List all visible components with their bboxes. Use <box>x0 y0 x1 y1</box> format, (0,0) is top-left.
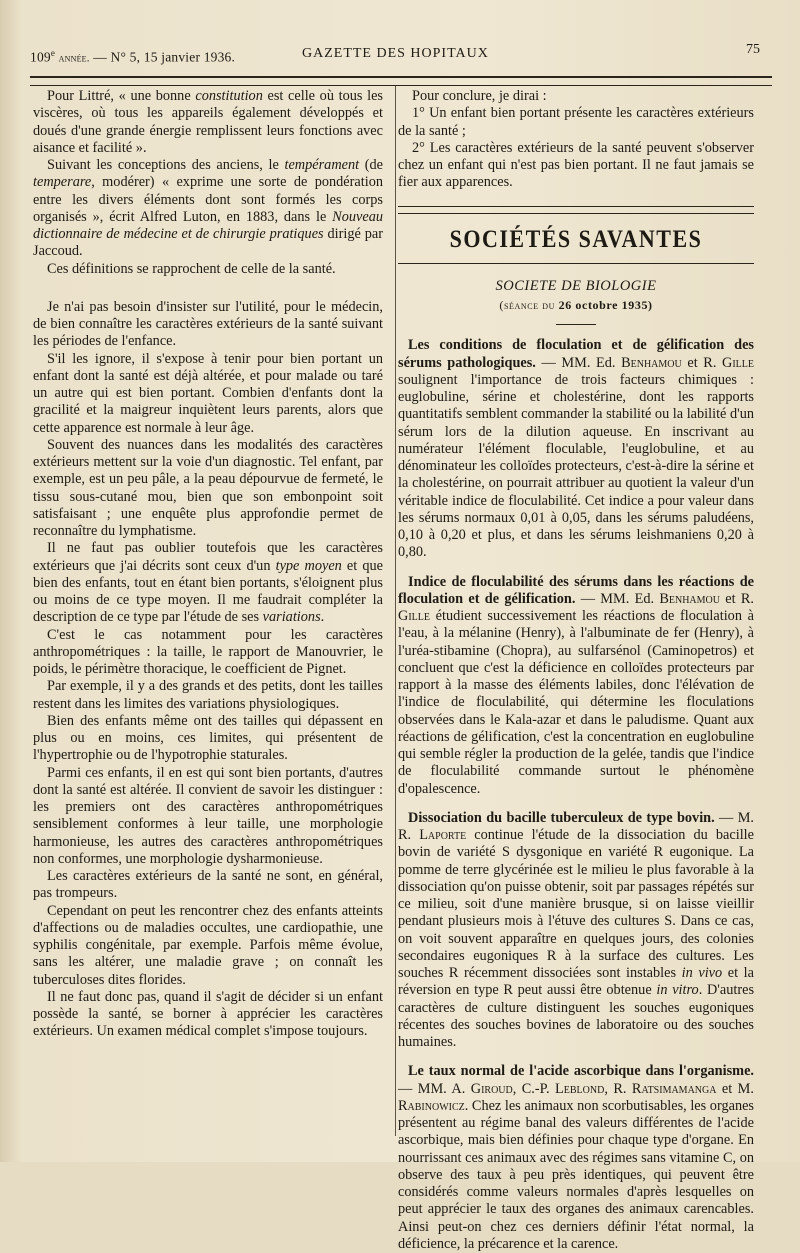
conclusion-point-2: 2° Les caractères extérieurs de la santé peuvent s'observer chez un enfant qui n'est pas bien portant. Il ne faut jamais se fier aux apparences. <box>398 139 754 191</box>
paragraph: Je n'ai pas besoin d'insister sur l'utilité, pour le médecin, de bien connaître les caractères extérieurs de la santé suivant les périodes de l'enfance. <box>33 298 383 350</box>
paragraph: Par exemple, il y a des grands et des petits, dont les tailles restent dans les limites des variations physiologiques. <box>33 678 383 712</box>
article-4: Le taux normal de l'acide ascorbique dans l'organisme. — MM. A. Giroud, C.-P. Leblond, R. Ratsimamanga et M. Rabinowicz. Chez les animaux non scorbutisables, les organes présentent au régime banal des valeurs différentes de l'acide ascorbique, mais bien définies pour chaque type d'organe. En nourrissant ces animaux avec des régimes sans vitamine C, on observe des taux à peu près identiques, qui peuvent être considérés comme valeurs normales d'après lesquelles on peut apprécier le taux des organes des animaux carencables. Ainsi peut-on chez ces derniers définir l'état normal, la déficience, la précarence et la carence. <box>398 1063 754 1252</box>
paragraph: S'il les ignore, il s'expose à tenir pour bien portant un enfant dont la santé est déjà altérée, et pour malade ou taré un autre qui est bien portant. Combien d'enfants dont la gracilité et la maigreur inquiètent leurs parents, alors que cette apparence est normale à leur âge. <box>33 350 383 436</box>
article-3: Dissociation du bacille tuberculeux de type bovin. — M. R. Laporte continue l'étude de la dissociation du bacille bovin de variété S dysgonique en variété R eugonique. La pomme de terre glycérinée est le milieu le plus favorable à la dissociation qu'on puisse obtenir, soit par passages répétés sur ce milieu, soit d'une manière brusque, si on laisse vieillir pendant plusieurs mois à l'étuve des cultures S. Dans ce cas, on voit souvent apparaître en quelques jours, des colonies secondaires eugoniques R à la surface des cultures. Les souches R récemment dissociées sont instables in vivo et la réversion en type R peut aussi être obtenue in vitro. D'autres caractères de culture distinguent les souches eugoniques récentes des souches bovines de laboratoire ou des souches humaines. <box>398 809 755 1050</box>
column-divider <box>395 86 396 1136</box>
section-rule <box>398 206 754 214</box>
article-title: Dissociation du bacille tuberculeux de type bovin. <box>408 809 715 826</box>
conclusion-point-1: 1° Un enfant bien portant présente les caractères extérieurs de la santé ; <box>398 105 754 139</box>
page-header <box>30 36 772 76</box>
society-name: SOCIETE DE BIOLOGIE <box>495 277 657 294</box>
paragraph: Souvent des nuances dans les modalités des caractères extérieurs mettent sur la voie d'un diagnostic. Tel enfant, par exemple, est un peu pâle, a la peau dépourvue de fermeté, le tissu sous-cutané mou, bien que son embonpoint soit satisfaisant ; une enquête plus approfondie permet de reconnaître du lymphatisme. <box>33 436 383 539</box>
paragraph: Bien des enfants même ont des tailles qui dépassent en plus ou en moins, ces limites, qui présentent de l'hypertrophie ou de l'hypotrophie staturales. <box>33 712 383 764</box>
article-title: Le taux normal de l'acide ascorbique dans l'organisme. <box>408 1063 754 1080</box>
paragraph: Ces définitions se rapprochent de celle de la santé. <box>47 260 336 277</box>
issue-number: 109 <box>30 49 51 65</box>
page-number: 75 <box>746 42 760 57</box>
section-title: SOCIÉTÉS SAVANTES <box>449 223 703 253</box>
left-column <box>33 88 383 1041</box>
issue-word: année. <box>58 52 90 65</box>
paragraph: Pour Littré, « une bonne constitution est celle où tous les viscères, où tous les appareils également développés et doués d'une grande énergie remplissent leurs fonctions avec aisance et facilité ». <box>33 88 383 156</box>
conclusion-intro: Pour conclure, je dirai : <box>412 88 547 104</box>
paragraph: Il ne faut donc pas, quand il s'agit de décider si un enfant possède la santé, se borner à apprécier les caractères extérieurs. Un examen médical complet s'impose toujours. <box>33 988 383 1040</box>
paragraph: Les caractères extérieurs de la santé ne sont, en général, pas trompeurs. <box>33 868 383 902</box>
issue-info <box>30 48 235 66</box>
short-rule <box>556 324 596 325</box>
issue-date: — N° 5, 15 janvier 1936. <box>93 49 236 65</box>
paragraph: Suivant les conceptions des anciens, le tempérament (de temperare, modérer) « exprime une sorte de pondération entre les divers éléments dont sont formés les corps organisés », écrit Alfred Luton, en 1883, dans le Nouveau dictionnaire de médecine et de chirurgie pratiques dirigé par Jaccoud. <box>33 157 383 260</box>
paragraph: Cependant on peut les rencontrer chez des enfants atteints d'affections ou de maladies occultes, une cardiopathie, une syphilis congénitale, par exemple. Parfois même évolue, sans les altérer, une maladie grave ; on connaît les tuberculoses dites florides. <box>33 902 383 988</box>
article-2: Indice de floculabilité des sérums dans les réactions de floculation et de gélification. — MM. Ed. Benhamou et R. Gille étudient successivement les réactions de floculation à l'eau, à la mélanine (Henry), à l'albuminate de fer (Henry), à l'uréa-stibamine (Chopra), au sulfarsénol (Caminopetros) et concluent que c'est la déficience en colloïdes protecteurs par rapport à la masse des éléments labiles, donc l'élévation de l'indice de floculabilité, qui détermine les floculations observées dans le Kala-azar et dans le paludisme. Quant aux réactions de gélification, c'est la concentration en euglobuline qui semble régler la production de la gelée, tandis que l'indice de floculabilité commande surtout le phénomène d'opalescence. <box>398 573 754 797</box>
article-title: Les conditions de floculation et de gélification des sérums pathologiques. <box>398 337 754 371</box>
header-rule <box>30 76 772 86</box>
paragraph: Parmi ces enfants, il en est qui sont bien portants, d'autres dont la santé est altérée. Il convient de savoir les distinguer : les premiers ont des caractères anthropométriques sensiblement conformes à leur taille, une morphologie harmonieuse, les autres des caractères anthropométriques non conformes, une morphologie dysharmonieuse. <box>33 764 383 867</box>
paragraph: C'est le cas notamment pour les caractères anthropométriques : la taille, le rapport de Manouvrier, le poids, le périmètre thoracique, le coefficient de Pignet. <box>33 626 383 677</box>
issue-sup: e <box>50 48 56 58</box>
paragraph: Il ne faut pas oublier toutefois que les caractères extérieurs que j'ai décrits sont ceux d'un type moyen et que bien des enfants, tout en étant bien portants, s'éloignent plus ou moins de ce type moyen. Il me faudrait compléter la description de ce type par l'étude de ses variations. <box>33 540 384 626</box>
article-1: Les conditions de floculation et de gélification des sérums pathologiques. — MM. Ed. Benhamou et R. Gille soulignent l'importance de trois facteurs chimiques : euglobuline, sérine et cholestérine, dont les rapports quantitatifs semblent commander la stabilité ou la labilité d'un sérum lors de la dilution aqueuse. En inscrivant au numérateur l'élément floculable, l'euglobuline, et au dénominateur les colloïdes protecteurs, c'est-à-dire la sérine et la cholestérine, on pourrait attribuer au quotient la valeur d'un véritable indice de floculabilité. Cet indice a pour valeur dans les sérums normaux 0,01 à 0,05, dans les sérums paludéens, 0,10 à 0,20 et plus, et dans les sérums leishmaniens 0,20 à 0,80. <box>398 337 754 561</box>
right-column <box>398 88 754 1253</box>
journal-title: GAZETTE DES HOPITAUX <box>302 46 489 61</box>
article-title: Indice de floculabilité des sérums dans les réactions de floculation et de gélification. <box>398 573 754 607</box>
section-underline <box>398 263 754 264</box>
session-date: (séance du 26 octobre 1935) <box>499 298 653 312</box>
